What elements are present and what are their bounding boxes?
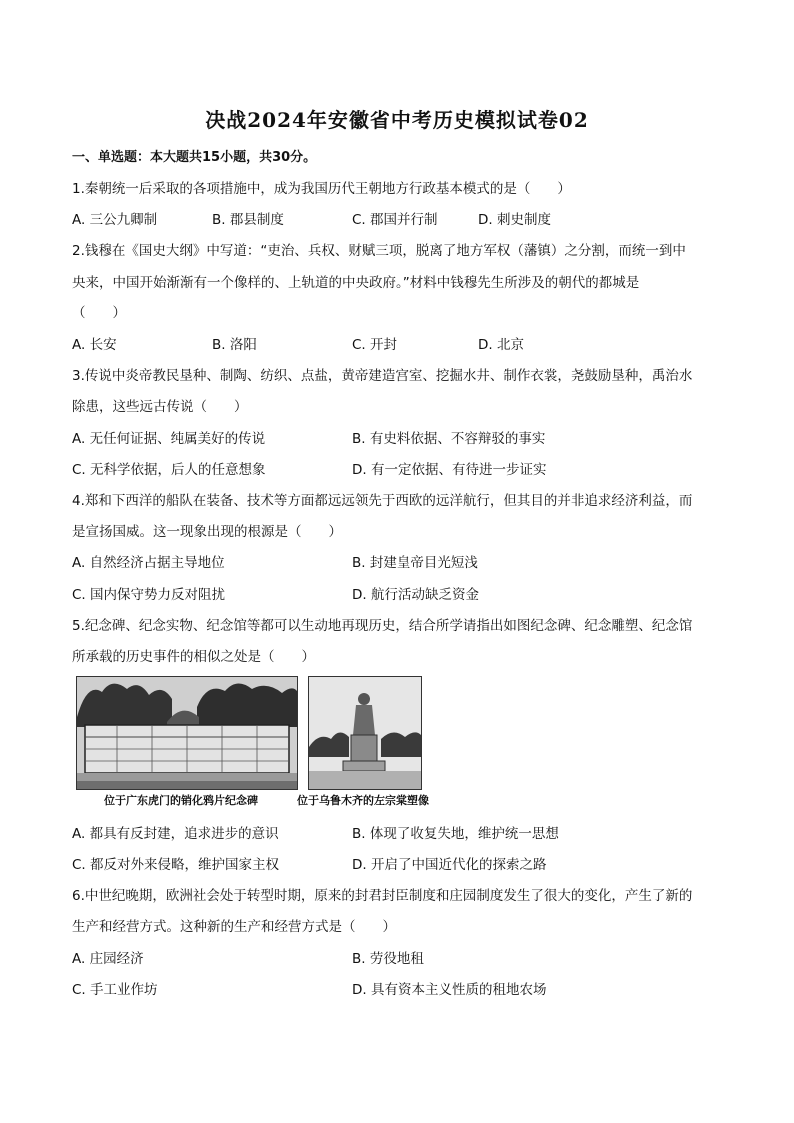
- q1-option-d: D. 刺史制度: [478, 212, 551, 228]
- q1-option-b: B. 郡县制度: [212, 212, 284, 228]
- question-2-stem-line-3: （ ）: [72, 305, 126, 321]
- question-5-stem-line-1: 5.纪念碑、纪念实物、纪念馆等都可以生动地再现历史，结合所学请指出如图纪念碑、纪念雕塑、纪念馆: [72, 618, 693, 634]
- q6-option-c: C. 手工业作坊: [72, 982, 158, 998]
- q2-option-c: C. 开封: [352, 337, 398, 353]
- humen-monument-image: [77, 677, 297, 789]
- question-6-stem-line-2: 生产和经营方式。这种新的生产和经营方式是（ ）: [72, 919, 396, 935]
- q3-option-c: C. 无科学依据，后人的任意想象: [72, 462, 266, 478]
- q4-option-c: C. 国内保守势力反对阻扰: [72, 587, 226, 603]
- caption-right: 位于乌鲁木齐的左宗棠塑像: [297, 794, 429, 807]
- zuo-zongtang-statue-image: [309, 677, 421, 789]
- zuo-zongtang-statue-photo: [308, 676, 422, 790]
- q5-option-d: D. 开启了中国近代化的探索之路: [352, 857, 547, 873]
- question-2-stem-line-2: 央来，中国开始渐渐有一个像样的、上轨道的中央政府。”材料中钱穆先生所涉及的朝代的都城是: [72, 275, 640, 291]
- q3-option-a: A. 无任何证据、纯属美好的传说: [72, 431, 266, 447]
- question-3-stem-line-1: 3.传说中炎帝教民垦种、制陶、纺织、点盐，黄帝建造宫室、挖掘水井、制作衣裳，尧鼓励垦种，禹治水: [72, 368, 693, 384]
- q6-option-b: B. 劳役地租: [352, 951, 424, 967]
- q6-option-a: A. 庄园经济: [72, 951, 144, 967]
- q1-option-c: C. 郡国并行制: [352, 212, 438, 228]
- q2-option-b: B. 洛阳: [212, 337, 257, 353]
- q3-option-b: B. 有史料依据、不容辩驳的事实: [352, 431, 546, 447]
- question-4-stem-line-2: 是宣扬国威。这一现象出现的根源是（ ）: [72, 524, 342, 540]
- q5-option-b: B. 体现了收复失地，维护统一思想: [352, 826, 559, 842]
- q2-option-a: A. 长安: [72, 337, 117, 353]
- q4-option-a: A. 自然经济占据主导地位: [72, 555, 225, 571]
- question-2-stem-line-1: 2.钱穆在《国史大纲》中写道：“吏治、兵权、财赋三项，脱离了地方军权（藩镇）之分割，而统一到中: [72, 243, 686, 259]
- q4-option-d: D. 航行活动缺乏资金: [352, 587, 479, 603]
- question-6-stem-line-1: 6.中世纪晚期，欧洲社会处于转型时期，原来的封君封臣制度和庄园制度发生了很大的变化，产生了新的: [72, 888, 693, 904]
- q4-option-b: B. 封建皇帝目光短浅: [352, 555, 478, 571]
- section-heading: 一、单选题：本大题共15小题，共30分。: [72, 150, 317, 165]
- question-3-stem-line-2: 除患，这些远古传说（ ）: [72, 399, 248, 415]
- q3-option-d: D. 有一定依据、有待进一步证实: [352, 462, 547, 478]
- q5-option-a: A. 都具有反封建，追求进步的意识: [72, 826, 279, 842]
- q2-option-d: D. 北京: [478, 337, 524, 353]
- question-1-stem: 1.秦朝统一后采取的各项措施中，成为我国历代王朝地方行政基本模式的是（ ）: [72, 181, 571, 197]
- q6-option-d: D. 具有资本主义性质的租地农场: [352, 982, 547, 998]
- question-5-stem-line-2: 所承载的历史事件的相似之处是（ ）: [72, 649, 315, 665]
- q5-option-c: C. 都反对外来侵略，维护国家主权: [72, 857, 280, 873]
- q1-option-a: A. 三公九卿制: [72, 212, 158, 228]
- question-4-stem-line-1: 4.郑和下西洋的船队在装备、技术等方面都远远领先于西欧的远洋航行，但其目的并非追求经济利益，而: [72, 493, 693, 509]
- caption-left: 位于广东虎门的销化鸦片纪念碑: [104, 794, 258, 807]
- humen-monument-photo: [76, 676, 298, 790]
- page-title: 决战2024年安徽省中考历史模拟试卷02: [205, 108, 589, 132]
